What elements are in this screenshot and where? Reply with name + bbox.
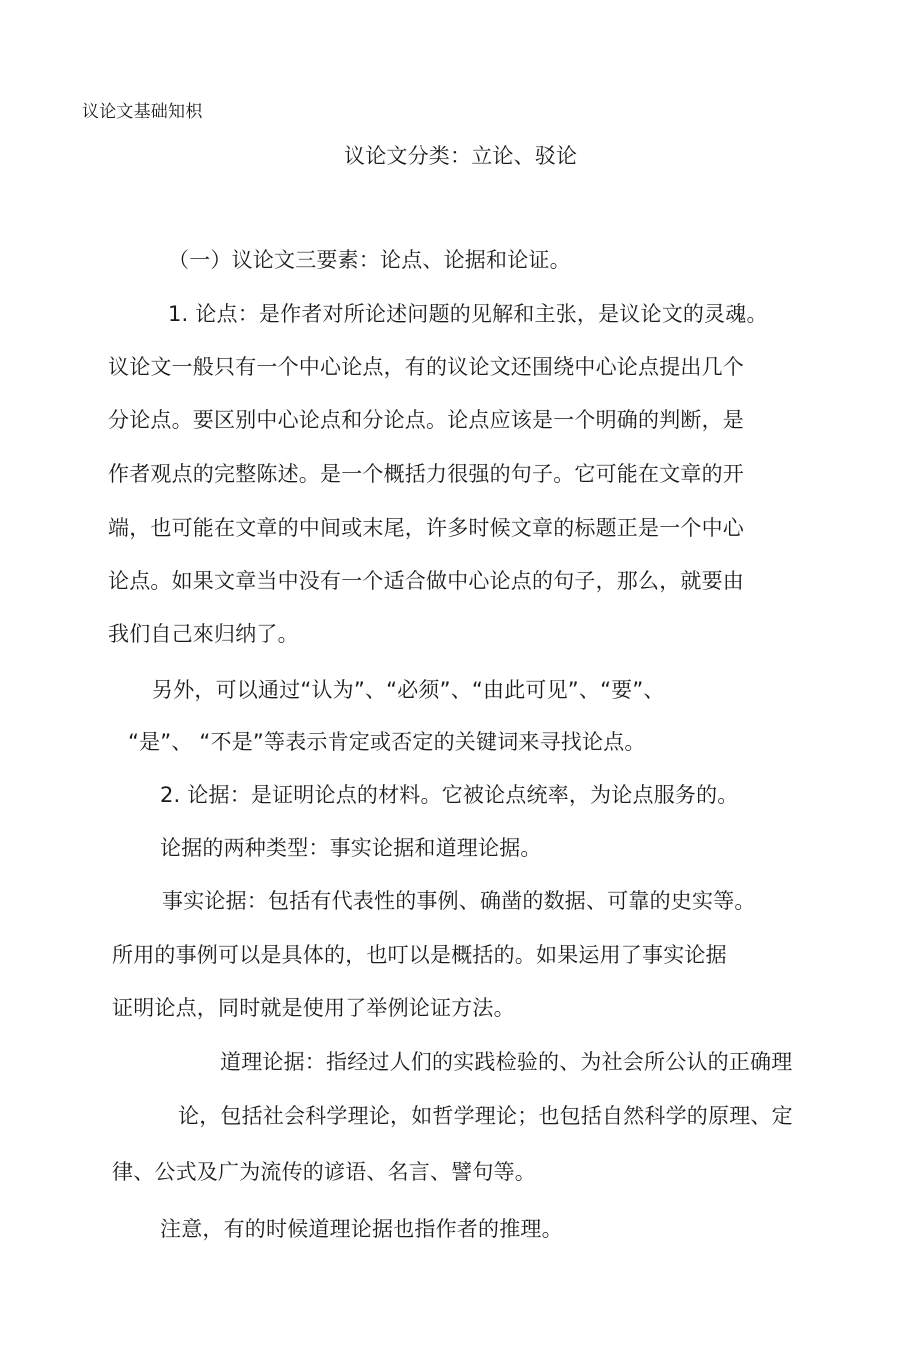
document-header: 议论文基础知枳 [82,102,203,122]
paragraph-line: 议论文一般只有一个中心论点，有的议论文还围绕中心论点提出几个 [108,355,744,379]
paragraph-line: 律、公式及广为流传的谚语、名言、譬句等。 [112,1160,536,1184]
paragraph-line: 我们自己來归纳了。 [108,622,299,646]
paragraph-line: “是”、 “不是”等表示肯定或否定的关键词来寻找论点。 [128,730,646,754]
paragraph-line: 1. 论点：是作者对所论述问题的见解和主张，是议论文的灵魂。 [168,302,768,326]
paragraph-line: 论，包括社会科学理论，如哲学理论；也包括自然科学的原理、定 [178,1104,793,1128]
paragraph-line: （一）议论文三要素：论点、论据和论证。 [168,248,571,272]
paragraph-line: 2. 论据：是证明论点的材料。它被论点统率，为论点服务的。 [160,783,739,807]
paragraph-line: 道理论据：指经过人们的实践检验的、为社会所公认的正确理 [220,1050,793,1074]
paragraph-line: 注意，有的时候道理论据也指作者的推理。 [160,1217,563,1241]
paragraph-line: 证明论点，同时就是使用了举例论证方法。 [112,996,515,1020]
paragraph-line: 端，也可能在文章的中间或末尾，许多时候文章的标题正是一个中心 [108,516,744,540]
paragraph-line: 事实论据：包括有代表性的事例、确凿的数据、可靠的史实等。 [162,889,756,913]
document-title: 议论文分类：立论、驳论 [344,144,578,168]
paragraph-line: 论据的两种类型：事实论据和道理论据。 [160,836,542,860]
paragraph-line: 作者观点的完整陈述。是一个概括力很强的句子。它可能在文章的开 [108,462,744,486]
paragraph-line: 论点。如果文章当中没有一个适合做中心论点的句子，那么，就要由 [108,569,744,593]
paragraph-line: 另外，可以通过“认为”、“必须”、“由此可见”、“要”、 [152,678,665,702]
paragraph-line: 所用的事例可以是具体的，也叮以是概括的。如果运用了事实论据 [112,943,727,967]
paragraph-line: 分论点。要区别中心论点和分论点。论点应该是一个明确的判断，是 [108,408,744,432]
